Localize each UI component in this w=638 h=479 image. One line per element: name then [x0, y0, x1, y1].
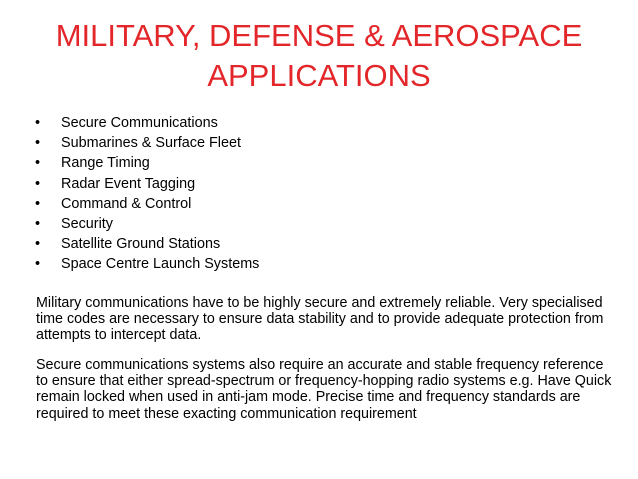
bullet-item — [35, 194, 259, 214]
bullet-icon: • — [35, 115, 41, 131]
bullet-list — [35, 113, 259, 275]
bullet-text: Radar Event Tagging — [61, 175, 196, 192]
body-paragraph-1: Military communications have to be highly secure and extremely reliable. Very specialised time codes are necessary to ensure data stability and to provide adequate protection from attempts to intercept data. — [36, 295, 604, 344]
bullet-item — [35, 133, 259, 153]
bullet-icon: • — [35, 215, 41, 232]
bullet-item — [35, 214, 259, 234]
title-line-1: MILITARY, DEFENSE & AEROSPACE — [55, 18, 583, 53]
bullet-text: Space Centre Launch Systems — [61, 256, 260, 273]
bullet-text: Submarines & Surface Fleet — [61, 135, 241, 152]
bullet-icon: • — [35, 256, 41, 273]
bullet-icon: • — [35, 236, 41, 253]
bullet-icon: • — [35, 175, 41, 192]
bullet-text: Security — [61, 215, 113, 232]
bullet-item — [35, 234, 259, 254]
bullet-item — [35, 254, 259, 274]
bullet-text: Secure Communications — [61, 115, 218, 131]
bullet-text: Satellite Ground Stations — [61, 236, 221, 253]
bullet-icon: • — [35, 135, 41, 152]
bullet-icon: • — [35, 195, 41, 212]
bullet-item — [35, 153, 259, 173]
bullet-item — [35, 174, 259, 194]
body-paragraph-2: Secure communications systems also require an accurate and stable frequency reference to ensure that either spread-spectrum or frequency-hopping radio systems e.g. Have Quick remain locked when used in anti-jam mode. Precise time and frequency standards are required to meet these exacting communication requirement — [36, 357, 612, 422]
title-line-2: APPLICATIONS — [207, 58, 431, 93]
bullet-text: Command & Control — [61, 195, 192, 212]
bullet-icon: • — [35, 155, 41, 172]
bullet-item — [35, 113, 259, 133]
bullet-text: Range Timing — [61, 155, 150, 172]
slide-title — [20, 16, 618, 96]
